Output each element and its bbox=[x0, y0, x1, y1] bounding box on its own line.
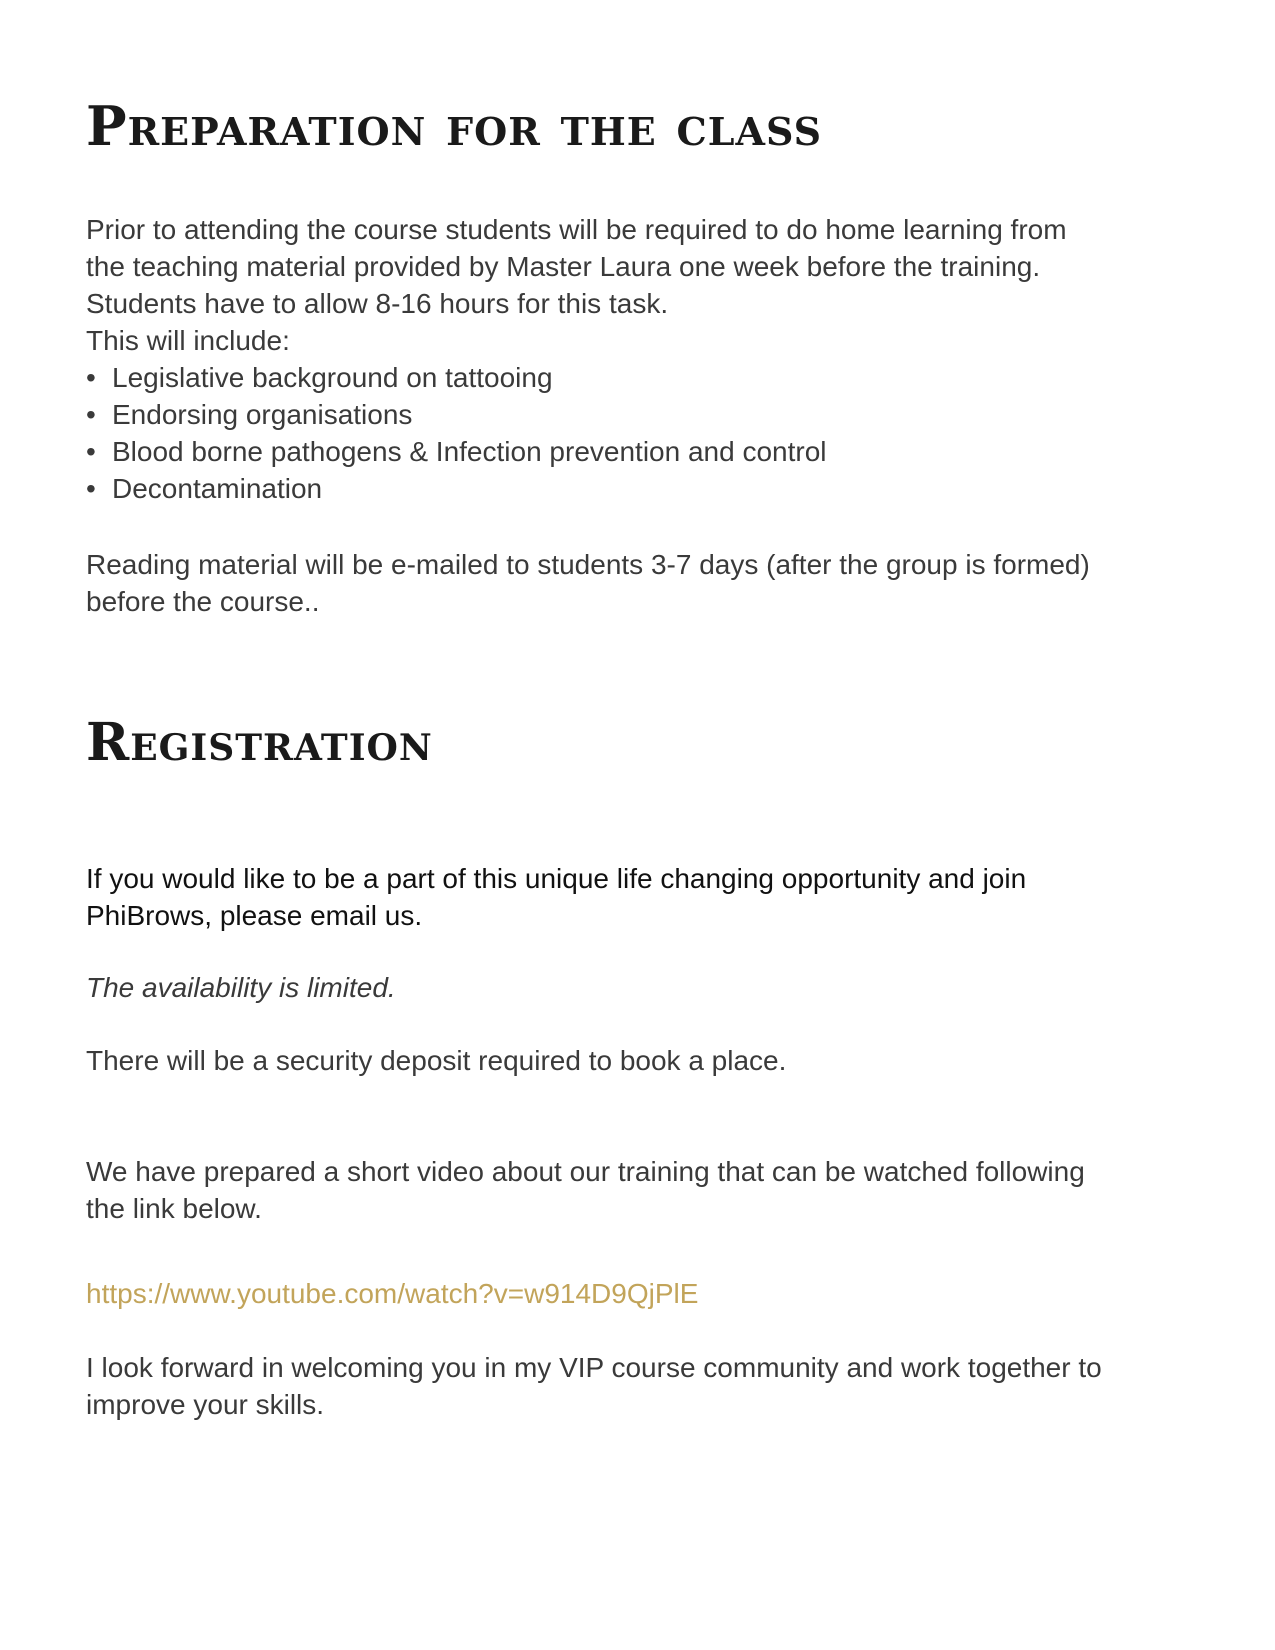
video-line-2: the link below. bbox=[86, 1193, 262, 1224]
list-item bbox=[86, 359, 1196, 396]
list-item-label: Decontamination bbox=[112, 473, 323, 504]
availability-note bbox=[86, 969, 1196, 1006]
list-item-label: Blood borne pathogens & Infection prevention and control bbox=[112, 436, 827, 467]
reading-material-note bbox=[86, 546, 1196, 620]
closing-note bbox=[86, 1349, 1196, 1423]
bullet-icon: • bbox=[86, 399, 96, 430]
bullet-icon: • bbox=[86, 362, 96, 393]
availability-text: The availability is limited. bbox=[86, 972, 396, 1003]
cta-line-2: PhiBrows, please email us. bbox=[86, 900, 423, 931]
preparation-intro bbox=[86, 211, 1196, 359]
registration-call-to-action bbox=[86, 860, 1196, 934]
cta-line-1: If you would like to be a part of this unique life changing opportunity and join bbox=[86, 863, 1027, 894]
reading-line-2: before the course.. bbox=[86, 586, 320, 617]
deposit-text: There will be a security deposit required to book a place. bbox=[86, 1045, 787, 1076]
video-note bbox=[86, 1153, 1196, 1227]
list-item bbox=[86, 470, 1196, 507]
bullet-icon: • bbox=[86, 436, 96, 467]
intro-line-1: Prior to attending the course students will be required to do home learning from bbox=[86, 214, 1067, 245]
closing-line-1: I look forward in welcoming you in my VIP course community and work together to bbox=[86, 1352, 1102, 1383]
intro-line-2: the teaching material provided by Master Laura one week before the training. bbox=[86, 251, 1041, 282]
bullet-icon: • bbox=[86, 473, 96, 504]
video-line-1: We have prepared a short video about our training that can be watched following bbox=[86, 1156, 1085, 1187]
registration-heading: Registration bbox=[86, 712, 433, 773]
list-item-label: Endorsing organisations bbox=[112, 399, 413, 430]
list-item bbox=[86, 396, 1196, 433]
intro-line-4: This will include: bbox=[86, 325, 290, 356]
preparation-heading: Preparation for the class bbox=[86, 94, 823, 158]
video-link[interactable]: https://www.youtube.com/watch?v=w914D9QjPlE bbox=[86, 1278, 699, 1309]
closing-line-2: improve your skills. bbox=[86, 1389, 325, 1420]
list-item bbox=[86, 433, 1196, 470]
topics-list bbox=[86, 359, 1196, 507]
reading-line-1: Reading material will be e-mailed to students 3-7 days (after the group is formed) bbox=[86, 549, 1090, 580]
deposit-note bbox=[86, 1042, 1196, 1079]
intro-line-3: Students have to allow 8-16 hours for this task. bbox=[86, 288, 669, 319]
list-item-label: Legislative background on tattooing bbox=[112, 362, 553, 393]
